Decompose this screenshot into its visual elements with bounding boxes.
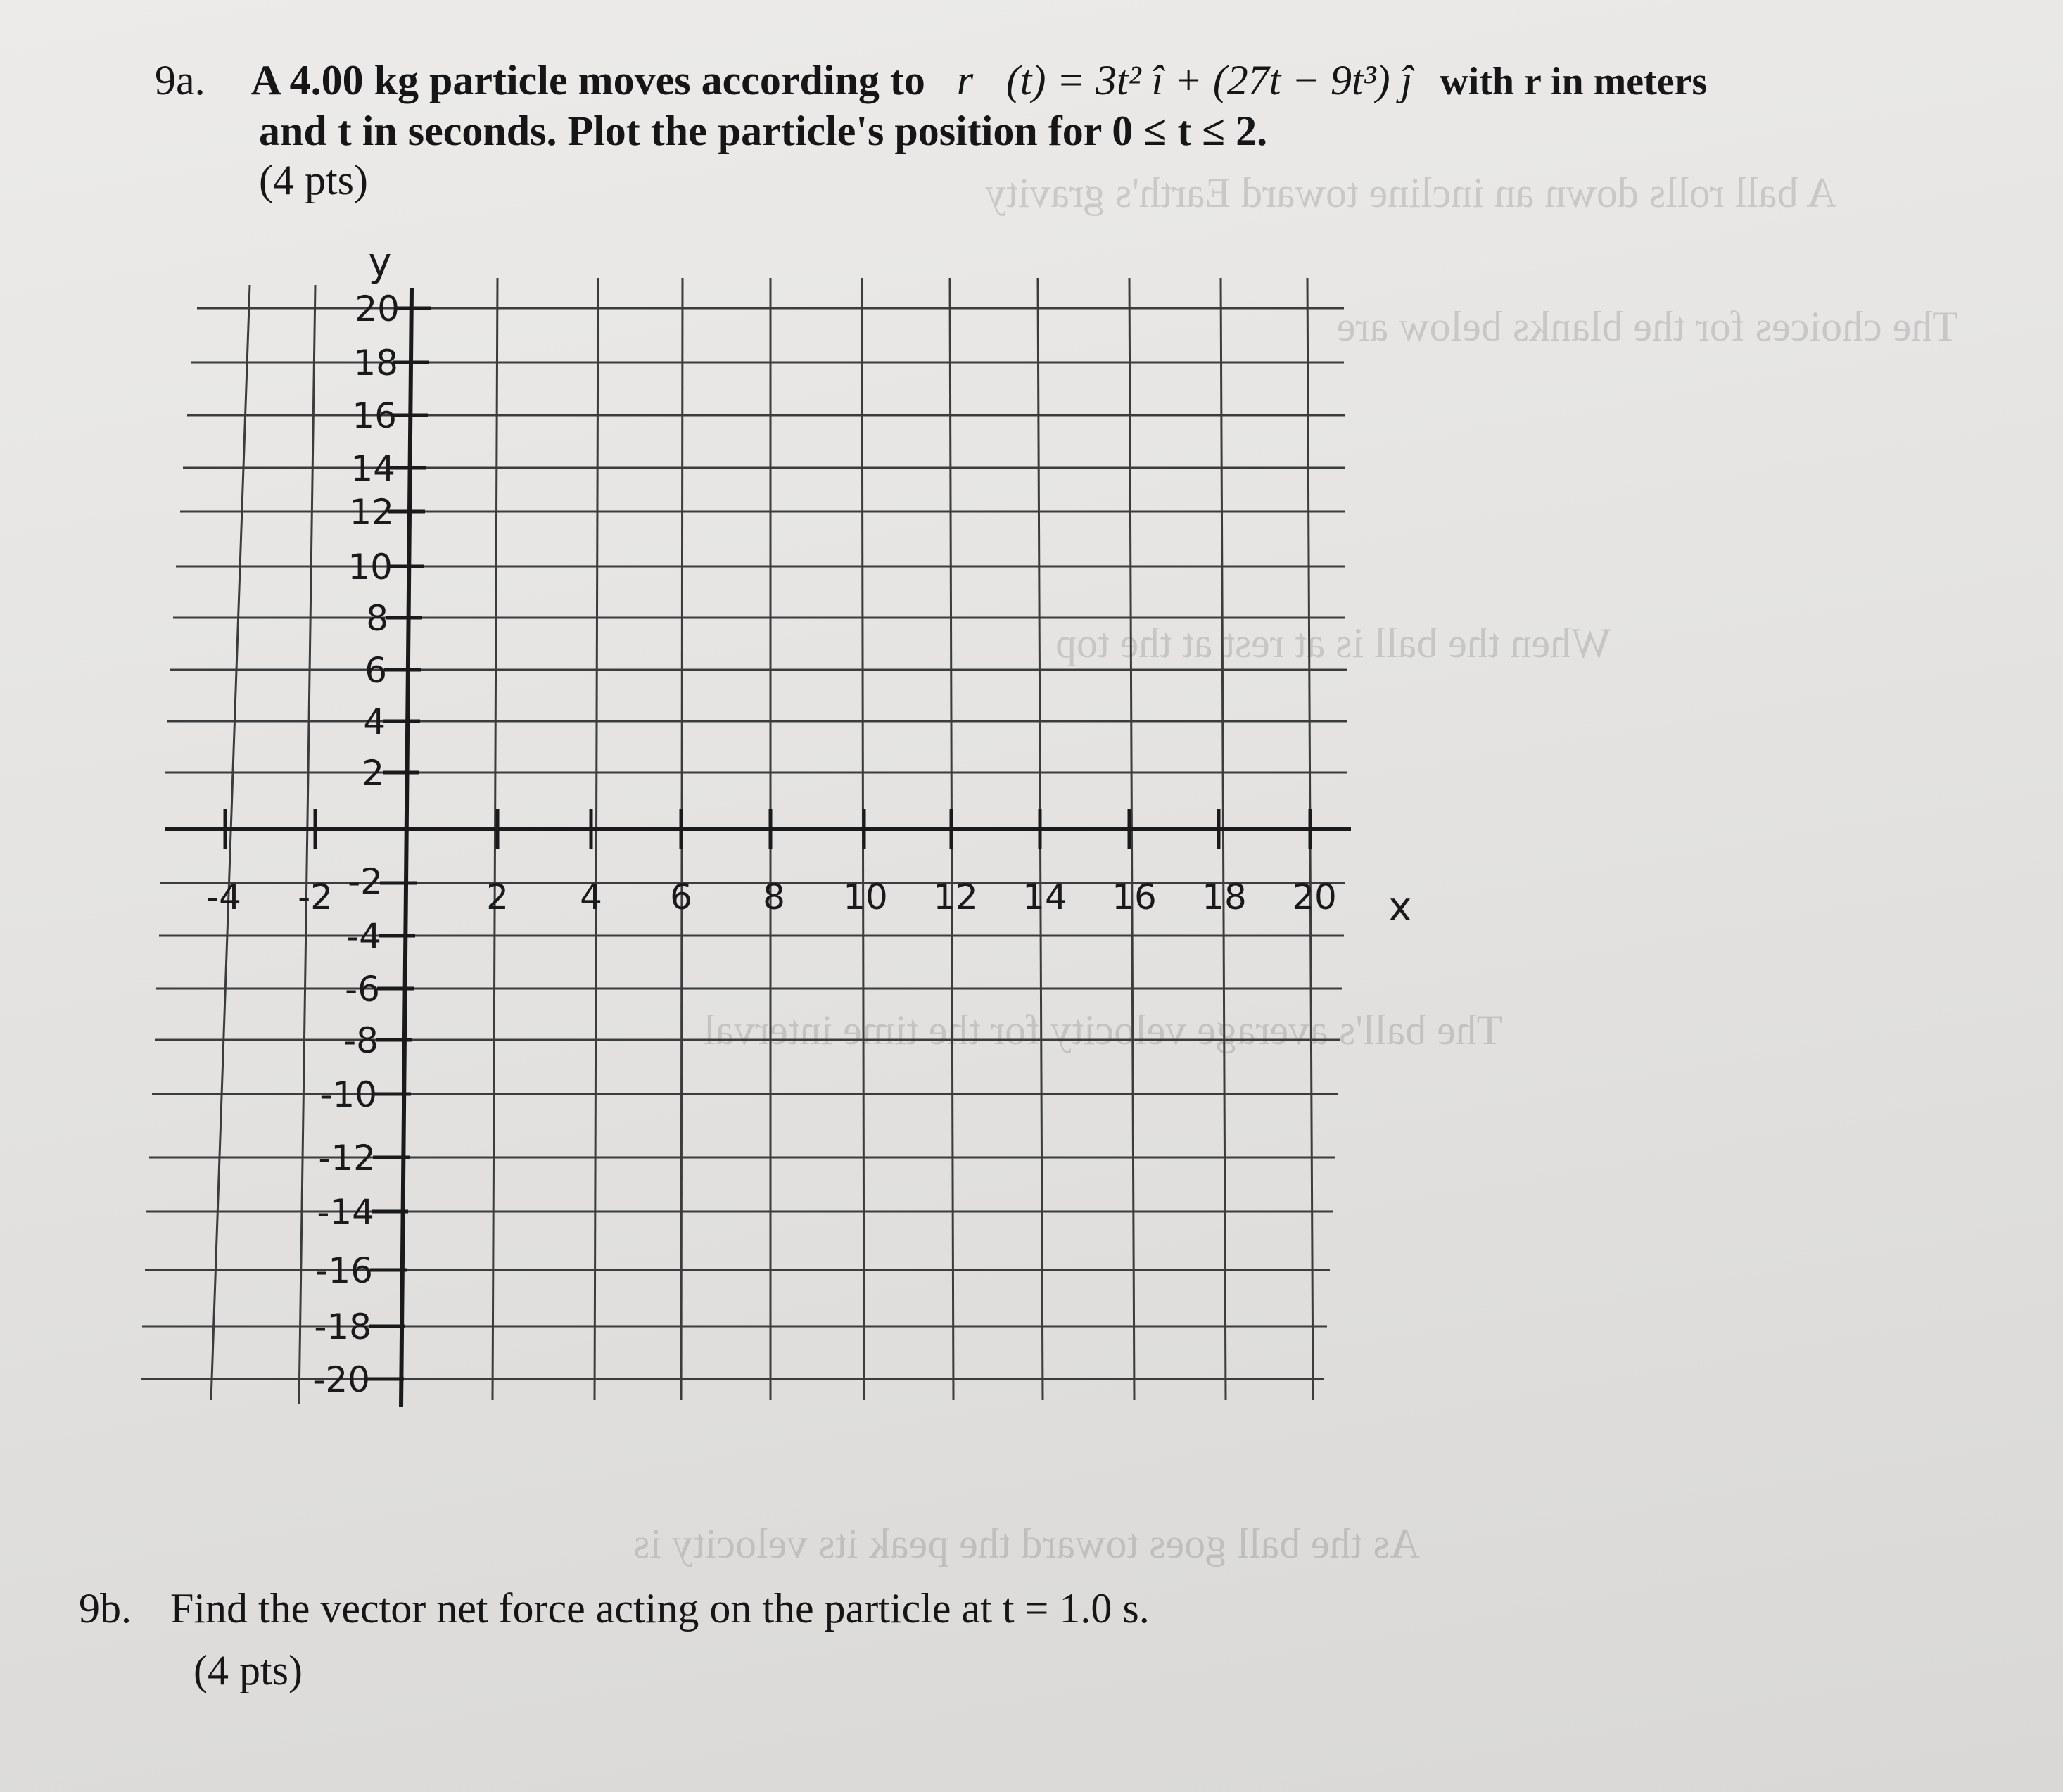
question-text: Find the vector net force acting on the particle at t = 1.0 s. [170,1585,1150,1632]
x-tick-label: 4 [580,877,602,917]
x-tick-label: -2 [298,877,333,917]
y-tick-label: -14 [317,1192,374,1233]
y-axis-label: y [368,240,392,286]
y-tick-label: 12 [349,492,394,533]
question-9a-points: (4 pts) [259,157,368,203]
x-tick-label: 20 [1292,877,1337,917]
y-tick-label: 18 [353,343,398,383]
graph-axes [165,288,1351,1407]
x-tick-label: 14 [1022,877,1067,917]
x-tick-label: 2 [486,877,509,917]
x-tick-label: 18 [1202,877,1247,917]
question-9b [79,1584,1150,1633]
y-tick-label: -18 [314,1307,372,1347]
bleed-through-text: When the ball is at rest at the top [1055,620,1611,666]
y-tick-label: -2 [348,861,383,902]
bleed-through-text: As the ball goes toward the peak its velocity is [633,1520,1421,1567]
y-tick-label: 6 [364,650,387,691]
y-tick-label: 2 [362,753,384,794]
question-9b-points: (4 pts) [193,1647,303,1693]
question-9a-line2: and t in seconds. Plot the particle's position for 0 ≤ t ≤ 2. [259,108,1268,154]
question-text-tail: with r in meters [1440,60,1708,103]
x-tick-label: 8 [763,877,785,917]
x-tick-label: 12 [933,877,978,917]
graph-grid [141,278,1347,1404]
bleed-through-text: The choices for the blanks below are [1337,303,1958,350]
question-number: 9b. [79,1585,132,1632]
y-tick-label: -4 [346,916,381,957]
y-tick-labels-negative [312,861,383,1400]
y-tick-label: -8 [343,1020,379,1061]
y-tick-label: 8 [366,598,388,639]
y-tick-label: 14 [350,448,395,489]
y-axis-line [401,288,412,1407]
y-tick-label: -20 [312,1359,370,1400]
x-tick-label: 6 [670,877,692,917]
y-tick-label: -12 [318,1138,376,1178]
y-tick-label: -16 [315,1250,373,1291]
x-tick-label: 16 [1112,877,1157,917]
y-tick-label: 10 [348,547,393,587]
question-number: 9a. [155,57,205,103]
x-tick-label: -4 [206,877,241,917]
x-axis-label: x [1388,884,1412,930]
position-equation: r⃗(t) = 3t² î + (27t − 9t³) ĵ [956,57,1413,103]
bleed-through-text: A ball rolls down an incline toward Earth's gravity [985,170,1837,216]
bleed-through-text: The ball's average velocity for the time interval [704,1007,1503,1053]
y-tick-label: 16 [352,395,397,436]
question-text: A 4.00 kg particle moves according to [250,57,925,103]
y-tick-label: -10 [319,1074,377,1115]
y-tick-label: 20 [355,288,400,329]
y-tick-label: 4 [363,701,386,742]
x-tick-label: 10 [843,877,888,917]
y-tick-label: -6 [345,969,380,1010]
y-tick-labels-positive [348,288,400,794]
